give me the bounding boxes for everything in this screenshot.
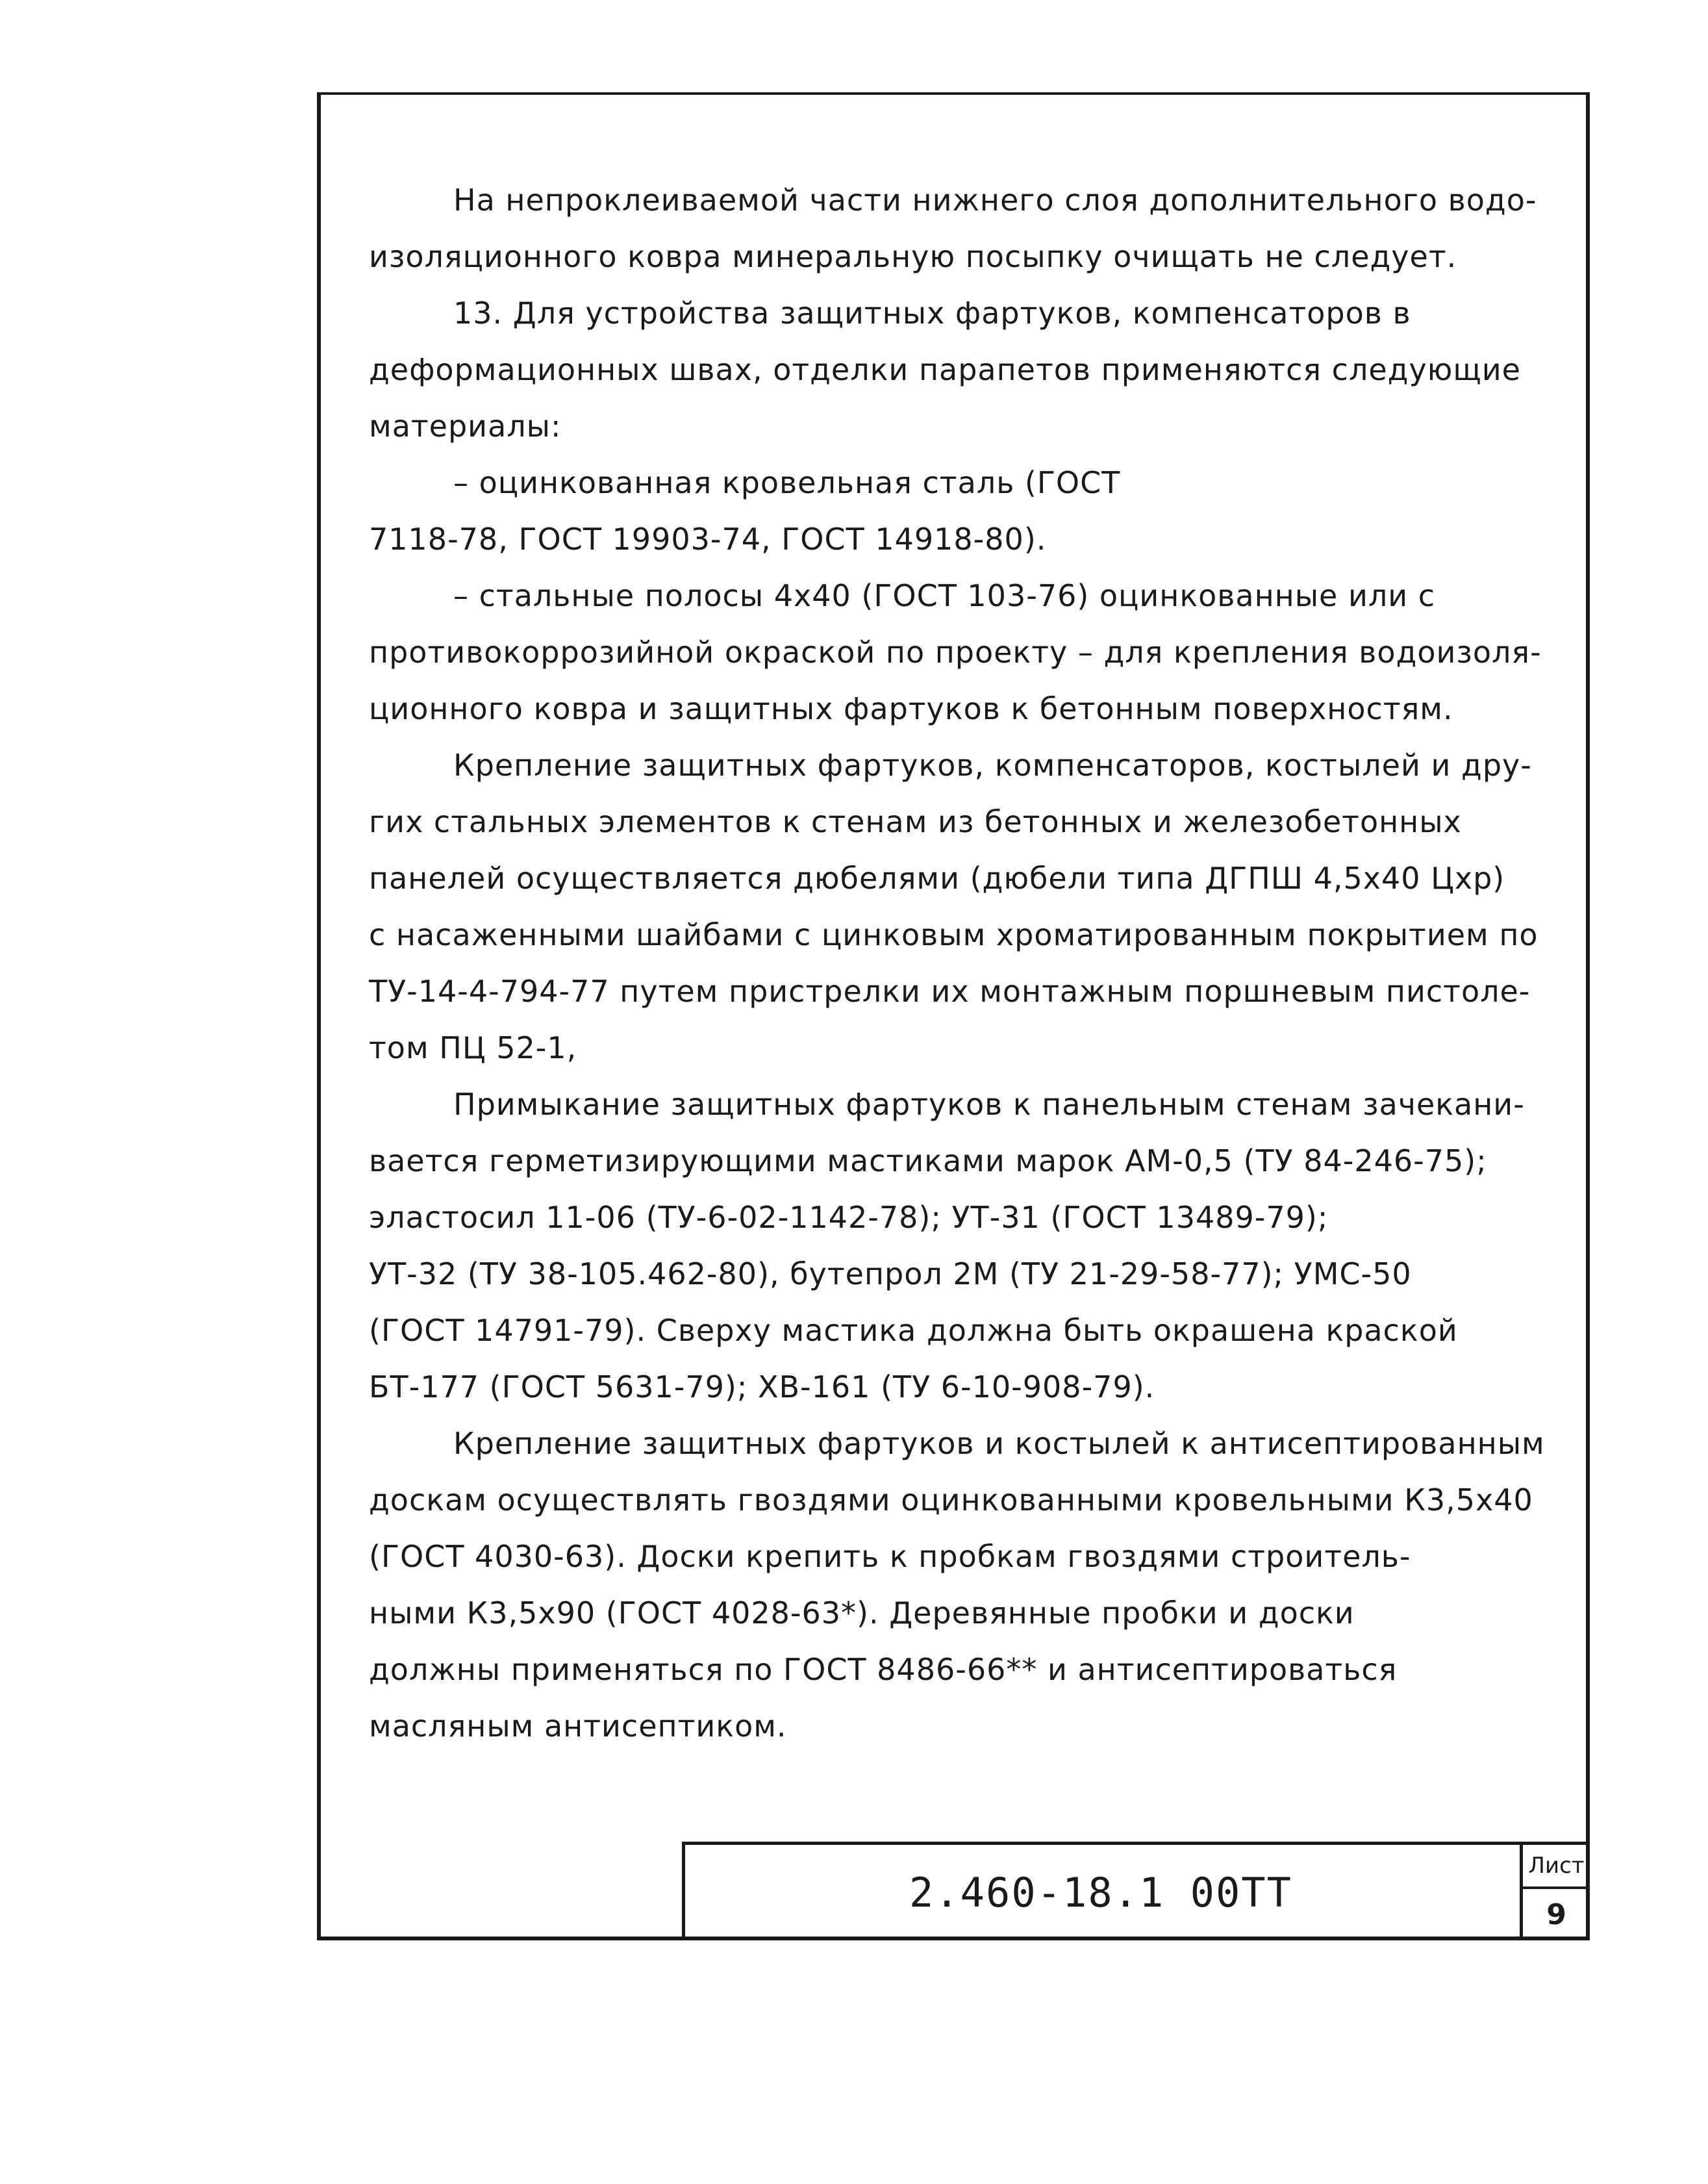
- paragraph-line: (ГОСТ 4030-63). Доски крепить к пробкам гвоздями строитель-: [369, 1539, 1411, 1574]
- paragraph-line: ТУ-14-4-794-77 путем пристрелки их монтажным поршневым пистоле-: [369, 974, 1531, 1009]
- paragraph-line: с насаженными шайбами с цинковым хроматированным покрытием по: [369, 917, 1538, 952]
- document-body: [369, 172, 1544, 1755]
- paragraph-line: деформационных швах, отделки парапетов применяются следующие: [369, 352, 1521, 387]
- paragraph-line: эластосил 11-06 (ТУ-6-02-1142-78); УТ-31 (ГОСТ 13489-79);: [369, 1200, 1329, 1235]
- paragraph-line: ными К3,5х90 (ГОСТ 4028-63*). Деревянные пробки и доски: [369, 1595, 1355, 1631]
- paragraph-line: На непроклеиваемой части нижнего слоя дополнительного водо-: [453, 183, 1537, 218]
- sheet-number: 9: [1546, 1898, 1566, 1931]
- paragraph-line: ционного ковра и защитных фартуков к бетонным поверхностям.: [369, 691, 1453, 726]
- paragraph-line: (ГОСТ 14791-79). Сверху мастика должна быть окрашена краской: [369, 1313, 1458, 1348]
- paragraph-line: 13. Для устройства защитных фартуков, компенсаторов в: [453, 296, 1411, 331]
- sheet-box: [1520, 1845, 1590, 1940]
- document-code: 2.460-18.1 00ТТ: [909, 1869, 1292, 1916]
- paragraph-line: УТ-32 (ТУ 38-105.462-80), бутепрол 2М (ТУ 21-29-58-77); УМС-50: [369, 1256, 1412, 1291]
- paragraph-line: панелей осуществляется дюбелями (дюбели типа ДГПШ 4,5х40 Цхр): [369, 861, 1505, 896]
- paragraph-line: БТ-177 (ГОСТ 5631-79); ХВ-161 (ТУ 6-10-908-79).: [369, 1369, 1155, 1404]
- paragraph-line: 7118-78, ГОСТ 19903-74, ГОСТ 14918-80).: [369, 522, 1047, 557]
- title-block-stamp: [682, 1842, 1590, 1940]
- paragraph-line: масляным антисептиком.: [369, 1708, 787, 1744]
- paragraph-line: Крепление защитных фартуков и костылей к антисептированным: [453, 1426, 1545, 1461]
- paragraph-line: – оцинкованная кровельная сталь (ГОСТ: [453, 465, 1121, 500]
- sheet-label: Лист: [1523, 1845, 1590, 1889]
- paragraph-line: доскам осуществлять гвоздями оцинкованными кровельными К3,5х40: [369, 1482, 1533, 1517]
- paragraph-line: вается герметизирующими мастиками марок АМ-0,5 (ТУ 84-246-75);: [369, 1143, 1487, 1178]
- paragraph-line: – стальные полосы 4х40 (ГОСТ 103-76) оцинкованные или с: [453, 578, 1436, 613]
- paragraph-line: Крепление защитных фартуков, компенсаторов, костылей и дру-: [453, 748, 1532, 783]
- paragraph-line: изоляционного ковра минеральную посыпку очищать не следует.: [369, 239, 1457, 274]
- paragraph-line: должны применяться по ГОСТ 8486-66** и антисептироваться: [369, 1652, 1398, 1687]
- paragraph-line: материалы:: [369, 409, 562, 444]
- paragraph-line: Примыкание защитных фартуков к панельным стенам зачекани-: [453, 1087, 1525, 1122]
- paragraph-line: гих стальных элементов к стенам из бетонных и железобетонных: [369, 804, 1462, 839]
- paragraph-line: том ПЦ 52-1,: [369, 1030, 577, 1065]
- paragraph-line: противокоррозийной окраской по проекту – для крепления водоизоля-: [369, 635, 1542, 670]
